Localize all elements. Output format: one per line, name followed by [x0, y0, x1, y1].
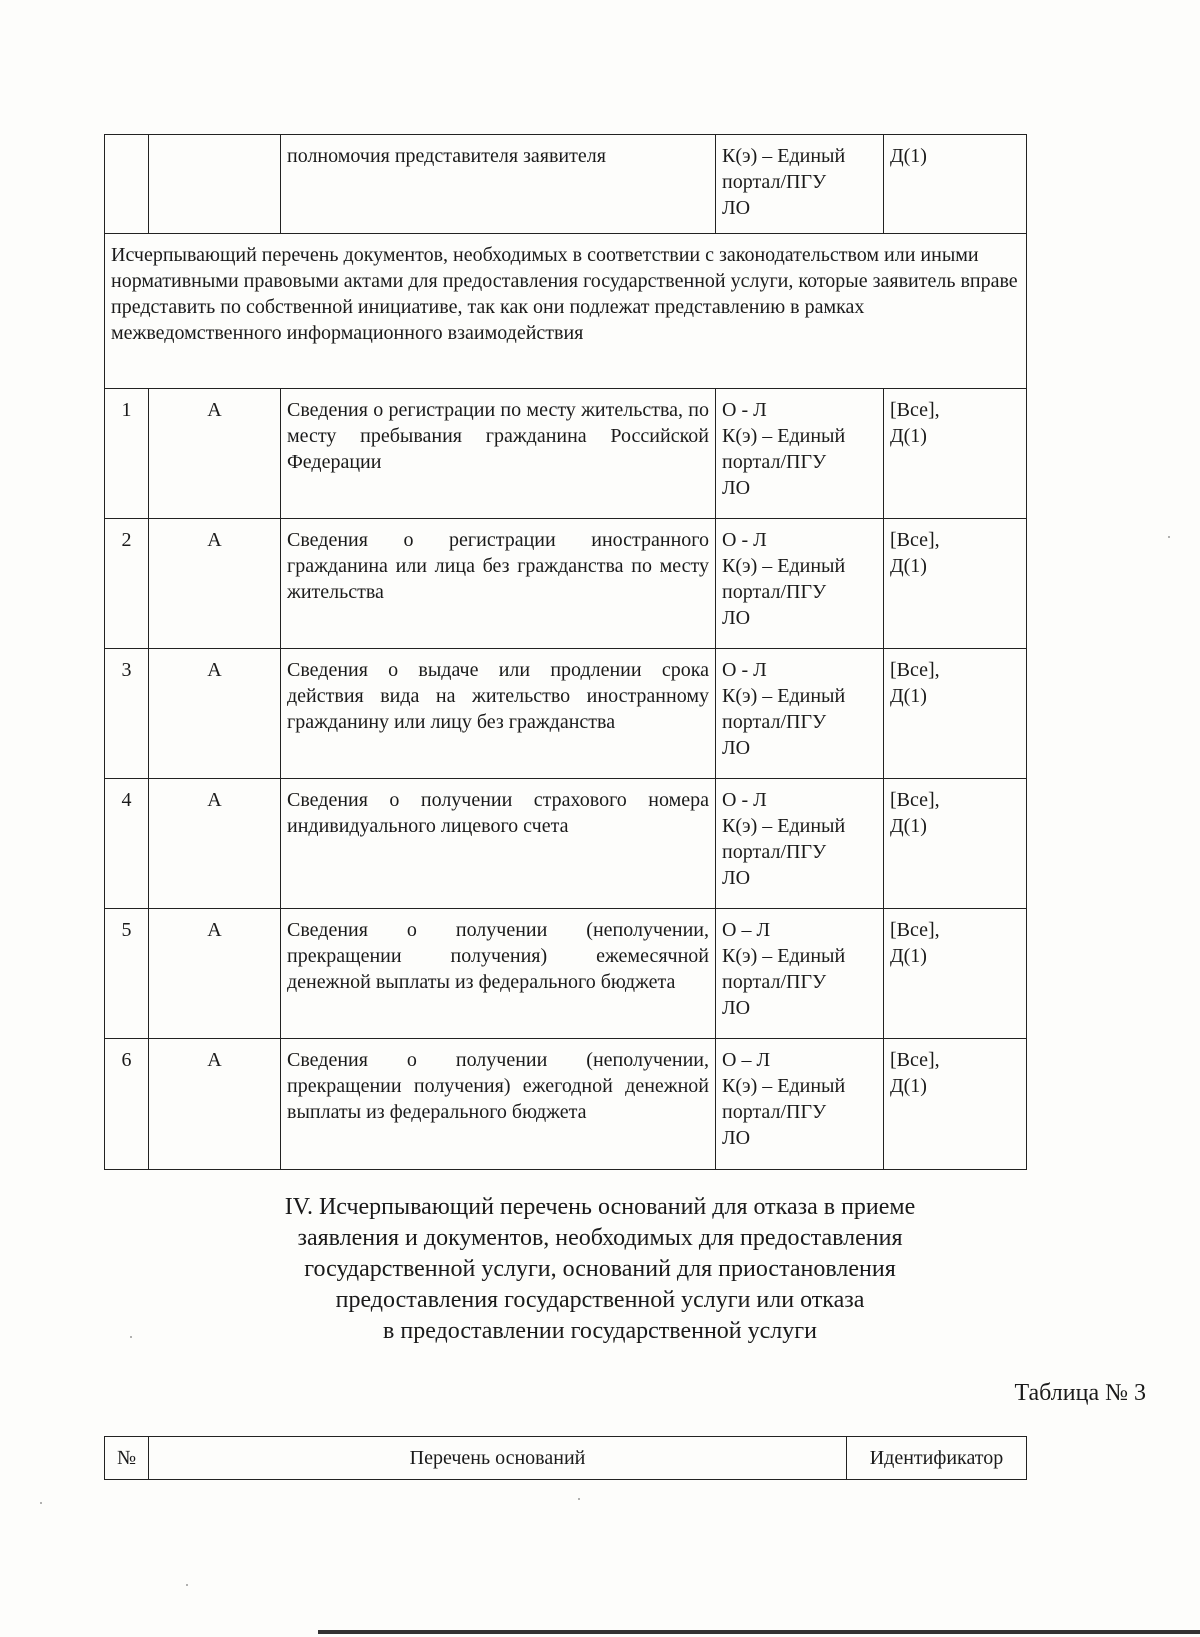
form-line: портал/ПГУ	[722, 711, 827, 733]
identifier-line: Д(1)	[890, 555, 927, 577]
heading-line: заявления и документов, необходимых для предоставления	[297, 1225, 903, 1251]
row-identifier	[884, 519, 1027, 649]
form-line: К(э) – Единый	[722, 145, 846, 167]
identifier-line: [Все],	[890, 919, 940, 941]
form-line: К(э) – Единый	[722, 1075, 846, 1097]
form-line: К(э) – Единый	[722, 425, 846, 447]
row-number: 3	[105, 649, 149, 779]
form-line: ЛО	[722, 867, 751, 889]
row-code: А	[149, 649, 281, 779]
row-code: А	[149, 1039, 281, 1170]
row-form	[716, 649, 884, 779]
form-line: портал/ПГУ	[722, 971, 827, 993]
form-line: портал/ПГУ	[722, 841, 827, 863]
heading-line: предоставления государственной услуги или отказа	[335, 1287, 865, 1313]
row-identifier	[884, 389, 1027, 519]
identifier-line: [Все],	[890, 399, 940, 421]
table-row	[105, 649, 1027, 779]
form-line: ЛО	[722, 197, 751, 219]
identifier-line: [Все],	[890, 1049, 940, 1071]
form-line: портал/ПГУ	[722, 171, 827, 193]
form-line: О - Л	[722, 399, 767, 421]
heading-line: IV. Исчерпывающий перечень оснований для отказа в приеме	[284, 1194, 916, 1220]
row-form	[716, 135, 884, 234]
row-description: полномочия представителя заявителя	[281, 135, 716, 234]
row-code: А	[149, 519, 281, 649]
column-header-number: №	[105, 1437, 149, 1480]
row-number: 5	[105, 909, 149, 1039]
table-row	[105, 909, 1027, 1039]
row-description: Сведения о получении (неполучении, прекращении получения) ежегодной денежной выплаты из федерального бюджета	[281, 1039, 716, 1170]
row-description: Сведения о получении страхового номера индивидуального лицевого счета	[281, 779, 716, 909]
row-description: Сведения о регистрации иностранного гражданина или лица без гражданства по месту жительства	[281, 519, 716, 649]
form-line: портал/ПГУ	[722, 581, 827, 603]
section-heading	[150, 1192, 1050, 1347]
documents-table	[104, 134, 1027, 1170]
identifier-line: Д(1)	[890, 1075, 927, 1097]
identifier-line: Д(1)	[890, 685, 927, 707]
form-line: О - Л	[722, 529, 767, 551]
row-form	[716, 519, 884, 649]
identifier-line: [Все],	[890, 659, 940, 681]
form-line: К(э) – Единый	[722, 815, 846, 837]
row-identifier	[884, 135, 1027, 234]
scan-edge-line	[318, 1630, 1200, 1634]
scan-speck	[186, 1584, 188, 1586]
form-line: О – Л	[722, 1049, 771, 1071]
column-header-grounds: Перечень оснований	[149, 1437, 847, 1480]
section-row	[105, 234, 1027, 389]
identifier-line: [Все],	[890, 789, 940, 811]
row-number: 6	[105, 1039, 149, 1170]
row-code: А	[149, 389, 281, 519]
table-row	[105, 519, 1027, 649]
row-description: Сведения о получении (неполучении, прекращении получения) ежемесячной денежной выплаты из федерального бюджета	[281, 909, 716, 1039]
form-line: ЛО	[722, 737, 751, 759]
column-header-identifier: Идентификатор	[847, 1437, 1027, 1480]
row-identifier	[884, 779, 1027, 909]
table-row	[105, 1039, 1027, 1170]
row-code: А	[149, 909, 281, 1039]
form-line: ЛО	[722, 997, 751, 1019]
form-line: О - Л	[722, 659, 767, 681]
row-description: Сведения о регистрации по месту жительства, по месту пребывания гражданина Российской Федерации	[281, 389, 716, 519]
row-description: Сведения о выдаче или продлении срока действия вида на жительство иностранному гражданину или лицу без гражданства	[281, 649, 716, 779]
scan-speck	[40, 1502, 42, 1504]
form-line: К(э) – Единый	[722, 945, 846, 967]
row-form	[716, 909, 884, 1039]
row-number: 4	[105, 779, 149, 909]
table-row	[105, 779, 1027, 909]
form-line: ЛО	[722, 1127, 751, 1149]
row-identifier	[884, 1039, 1027, 1170]
identifier-line: Д(1)	[890, 145, 927, 167]
scan-speck	[130, 1336, 132, 1338]
scan-speck	[578, 1498, 580, 1500]
form-line: К(э) – Единый	[722, 555, 846, 577]
identifier-line: Д(1)	[890, 425, 927, 447]
heading-line: государственной услуги, оснований для приостановления	[304, 1256, 896, 1282]
form-line: портал/ПГУ	[722, 1101, 827, 1123]
row-form	[716, 389, 884, 519]
table-row	[105, 389, 1027, 519]
identifier-line: Д(1)	[890, 815, 927, 837]
row-identifier	[884, 649, 1027, 779]
section-title: Исчерпывающий перечень документов, необходимых в соответствии с законодательством или иными нормативными правовыми актами для предоставления государственной услуги, которые заявитель вправе представить по собственной инициативе, так как они подлежат представлению в рамках межведомственного информационного взаимодействия	[105, 234, 1027, 389]
table-header-row	[105, 1437, 1027, 1480]
table-label: Таблица № 3	[1014, 1380, 1146, 1406]
form-line: портал/ПГУ	[722, 451, 827, 473]
scan-speck	[1168, 536, 1170, 538]
row-code	[149, 135, 281, 234]
identifier-line: Д(1)	[890, 945, 927, 967]
row-form	[716, 1039, 884, 1170]
row-code: А	[149, 779, 281, 909]
grounds-table	[104, 1436, 1027, 1480]
identifier-line: [Все],	[890, 529, 940, 551]
form-line: О - Л	[722, 789, 767, 811]
row-number: 1	[105, 389, 149, 519]
row-identifier	[884, 909, 1027, 1039]
form-line: ЛО	[722, 607, 751, 629]
row-number: 2	[105, 519, 149, 649]
heading-line: в предоставлении государственной услуги	[383, 1318, 817, 1344]
table-row	[105, 135, 1027, 234]
form-line: К(э) – Единый	[722, 685, 846, 707]
form-line: О – Л	[722, 919, 771, 941]
form-line: ЛО	[722, 477, 751, 499]
row-number	[105, 135, 149, 234]
row-form	[716, 779, 884, 909]
